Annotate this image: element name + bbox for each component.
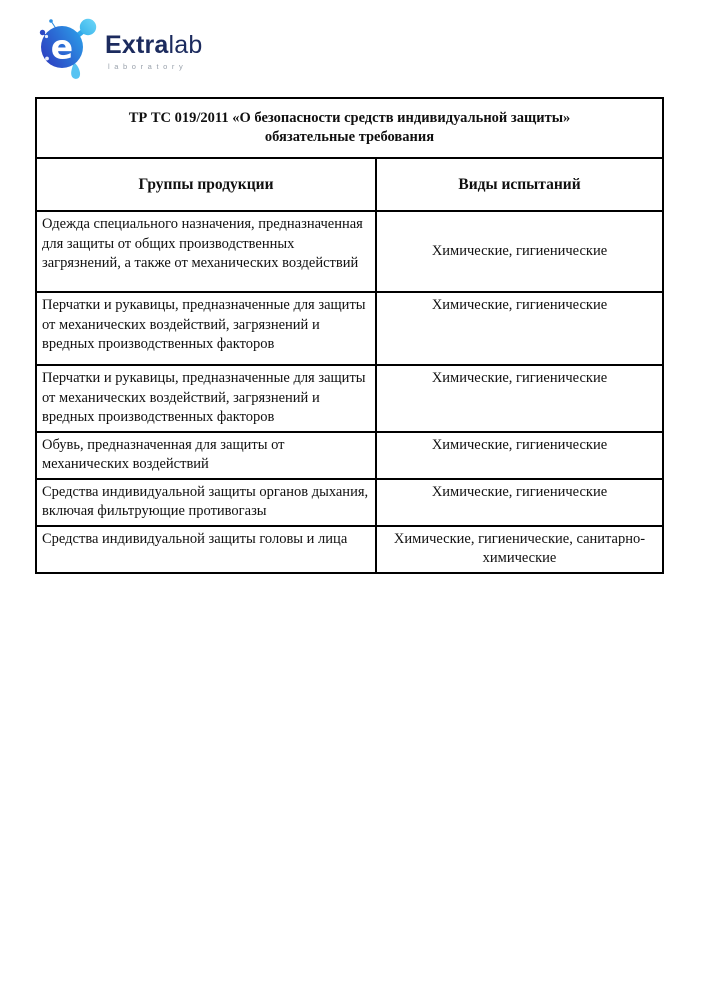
column-header-groups: Группы продукции: [36, 158, 376, 211]
brand-extra: Extra: [105, 31, 169, 59]
logo-letter-e: e: [50, 27, 74, 67]
brand-tagline: laboratory: [108, 62, 188, 71]
tests-cell: Химические, гигиенические, санитарно-химические: [376, 526, 663, 573]
brand-lab: lab: [168, 31, 203, 59]
extralab-molecule-icon: [33, 12, 103, 84]
table-title-line1: ТР ТС 019/2011 «О безопасности средств индивидуальной защиты»: [128, 109, 571, 126]
group-cell: Перчатки и рукавицы, предназначенные для защиты от механических воздействий, загрязнений и вредных производственных факторов: [36, 292, 376, 365]
group-cell: Одежда специального назначения, предназначенная для защиты от общих производственных загрязнений, а также от механических воздействий: [36, 211, 376, 292]
table-row: [36, 365, 663, 432]
brand-name: [105, 33, 203, 58]
column-header-tests: Виды испытаний: [376, 158, 663, 211]
table-row: [36, 526, 663, 573]
table-title: [36, 98, 663, 158]
table-title-line2: обязательные требования: [264, 129, 435, 145]
table-row: [36, 292, 663, 365]
tests-cell: Химические, гигиенические: [376, 365, 663, 432]
tests-cell: Химические, гигиенические: [376, 292, 663, 365]
tests-cell: Химические, гигиенические: [376, 479, 663, 526]
table-header-row: [36, 158, 663, 211]
extralab-logo: [33, 12, 203, 84]
requirements-table: [35, 97, 664, 574]
group-cell: Средства индивидуальной защиты головы и лица: [36, 526, 376, 573]
table-row: [36, 211, 663, 292]
table-row: [36, 432, 663, 479]
tests-cell: Химические, гигиенические: [376, 211, 663, 292]
table-row: [36, 479, 663, 526]
logo-wordmark: [105, 33, 203, 71]
group-cell: Обувь, предназначенная для защиты от механических воздействий: [36, 432, 376, 479]
group-cell: Перчатки и рукавицы, предназначенные для защиты от механических воздействий, загрязнений и вредных производственных факторов: [36, 365, 376, 432]
tests-cell: Химические, гигиенические: [376, 432, 663, 479]
group-cell: Средства индивидуальной защиты органов дыхания, включая фильтрующие противогазы: [36, 479, 376, 526]
table-title-row: [36, 98, 663, 158]
